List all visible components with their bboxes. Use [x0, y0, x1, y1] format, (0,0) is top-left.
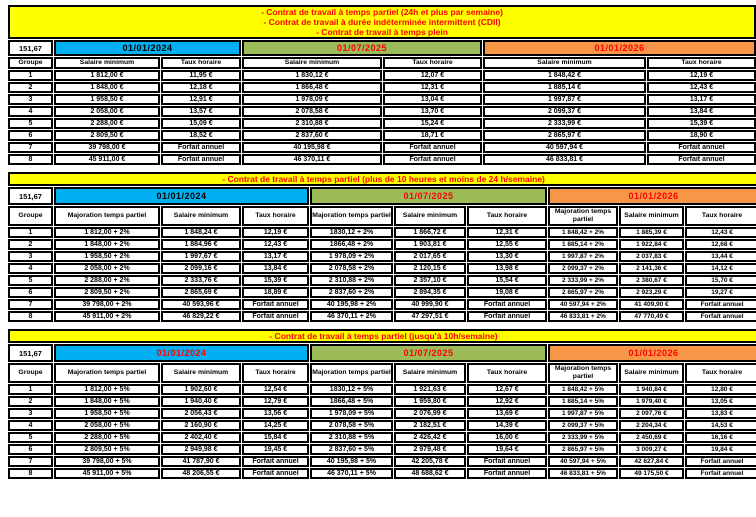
value-cell: Forfait annuel — [467, 299, 547, 310]
value-cell: 12,55 € — [467, 239, 547, 250]
table-contrat-temps-partiel-10-24h — [7, 171, 756, 323]
data-row-groupe-7 — [8, 142, 756, 153]
value-cell: 15,70 € — [685, 275, 756, 286]
column-header: Taux horaire — [467, 206, 547, 226]
group-number-cell: 6 — [8, 287, 53, 298]
value-cell: 14,25 € — [242, 420, 309, 431]
column-header: Majoration temps partiel — [548, 206, 618, 226]
value-cell: 41 409,90 € — [619, 299, 684, 310]
value-cell: 39 798,00 + 5% — [54, 456, 160, 467]
group-number-cell: 2 — [8, 82, 53, 93]
value-cell: 1 885,14 + 2% — [548, 239, 618, 250]
banner-row — [8, 172, 756, 186]
table-title-banner — [8, 172, 756, 186]
value-cell: 19,08 € — [467, 287, 547, 298]
group-number-cell: 4 — [8, 263, 53, 274]
group-number-cell: 4 — [8, 420, 53, 431]
value-cell: Forfait annuel — [467, 311, 547, 322]
value-cell: 40 597,94 + 5% — [548, 456, 618, 467]
value-cell: 2 333,99 + 5% — [548, 432, 618, 443]
group-number-cell: 7 — [8, 142, 53, 153]
value-cell: 2 450,69 € — [619, 432, 684, 443]
data-row-groupe-6 — [8, 444, 756, 455]
group-number-cell: 1 — [8, 227, 53, 238]
value-cell: 13,44 € — [685, 251, 756, 262]
value-cell: 2 402,40 € — [161, 432, 241, 443]
value-cell: Forfait annuel — [685, 311, 756, 322]
value-cell: 1 921,63 € — [394, 384, 466, 395]
value-cell: 2 837,60 + 5% — [310, 444, 393, 455]
value-cell: Forfait annuel — [647, 142, 756, 153]
value-cell: 19,45 € — [242, 444, 309, 455]
value-cell: 2 837,60 € — [242, 130, 382, 141]
value-cell: 1 940,40 € — [161, 396, 241, 407]
value-cell: 2 333,99 + 2% — [548, 275, 618, 286]
value-cell: 2 809,50 € — [54, 130, 160, 141]
value-cell: 15,24 € — [383, 118, 482, 129]
data-row-groupe-5 — [8, 118, 756, 129]
value-cell: 40 593,96 € — [161, 299, 241, 310]
value-cell: 18,90 € — [647, 130, 756, 141]
value-cell: 41 787,90 € — [161, 456, 241, 467]
value-cell: 2 310,88 + 5% — [310, 432, 393, 443]
value-cell: 12,31 € — [383, 82, 482, 93]
value-cell: 1866,48 + 5% — [310, 396, 393, 407]
value-cell: Forfait annuel — [242, 311, 309, 322]
value-cell: 2 182,51 € — [394, 420, 466, 431]
value-cell: 2 078,58 + 5% — [310, 420, 393, 431]
value-cell: 13,05 € — [685, 396, 756, 407]
value-cell: Forfait annuel — [242, 456, 309, 467]
value-cell: 2 099,37 + 2% — [548, 263, 618, 274]
data-row-groupe-4 — [8, 420, 756, 431]
group-number-cell: 1 — [8, 70, 53, 81]
value-cell: 12,19 € — [647, 70, 756, 81]
value-cell: 48 206,55 € — [161, 468, 241, 479]
value-cell: 13,70 € — [383, 106, 482, 117]
value-cell: 12,67 € — [467, 384, 547, 395]
value-cell: 40 195,98 + 2% — [310, 299, 393, 310]
value-cell: 39 798,00 € — [54, 142, 160, 153]
value-cell: 13,98 € — [467, 263, 547, 274]
period-row — [8, 187, 756, 205]
value-cell: 1 958,50 + 2% — [54, 251, 160, 262]
value-cell: 13,17 € — [647, 94, 756, 105]
value-cell: 1 848,42 € — [483, 70, 646, 81]
value-cell: Forfait annuel — [383, 142, 482, 153]
data-row-groupe-6 — [8, 287, 756, 298]
value-cell: 1 978,09 + 5% — [310, 408, 393, 419]
column-header-row — [8, 363, 756, 383]
group-number-cell: 2 — [8, 239, 53, 250]
title-line: - Contrat de travail à temps partiel (24h et plus par semaine) — [261, 7, 503, 17]
title-line: - Contrat de travail à temps partiel (jusqu'à 10h/semaine) — [269, 331, 498, 341]
group-number-cell: 4 — [8, 106, 53, 117]
value-cell: 1 885,39 € — [619, 227, 684, 238]
data-row-groupe-8 — [8, 311, 756, 322]
value-cell: 1 812,00 + 2% — [54, 227, 160, 238]
value-cell: 2 058,00 € — [54, 106, 160, 117]
value-cell: 14,12 € — [685, 263, 756, 274]
column-header: Salaire minimum — [161, 206, 241, 226]
table-contrat-temps-plein — [7, 4, 756, 166]
value-cell: 13,30 € — [467, 251, 547, 262]
value-cell: 1 978,09 + 2% — [310, 251, 393, 262]
value-cell: 1 848,00 € — [54, 82, 160, 93]
value-cell: 2 949,98 € — [161, 444, 241, 455]
value-cell: 2 120,15 € — [394, 263, 466, 274]
value-cell: 15,84 € — [242, 432, 309, 443]
column-header-row — [8, 57, 756, 69]
value-cell: 13,04 € — [383, 94, 482, 105]
value-cell: 1 812,00 € — [54, 70, 160, 81]
group-number-cell: 6 — [8, 444, 53, 455]
value-cell: 19,64 € — [467, 444, 547, 455]
value-cell: 39 798,00 + 2% — [54, 299, 160, 310]
value-cell: 2 078,58 + 2% — [310, 263, 393, 274]
data-row-groupe-3 — [8, 94, 756, 105]
value-cell: 2 865,69 € — [161, 287, 241, 298]
value-cell: 1 997,87 € — [483, 94, 646, 105]
column-header: Taux horaire — [242, 206, 309, 226]
column-header: Taux horaire — [467, 363, 547, 383]
period-2024-header: 01/01/2024 — [54, 187, 309, 205]
value-cell: Forfait annuel — [467, 456, 547, 467]
period-2026-header: 01/01/2026 — [548, 187, 756, 205]
monthly-hours-ref: 151,67 — [8, 344, 53, 362]
value-cell: 2 017,65 € — [394, 251, 466, 262]
value-cell: 1 848,42 + 5% — [548, 384, 618, 395]
value-cell: 2 865,97 + 2% — [548, 287, 618, 298]
value-cell: 12,79 € — [242, 396, 309, 407]
column-header: Taux horaire — [685, 363, 756, 383]
value-cell: 2 333,99 € — [483, 118, 646, 129]
data-row-groupe-2 — [8, 239, 756, 250]
data-row-groupe-4 — [8, 106, 756, 117]
value-cell: 47 770,49 € — [619, 311, 684, 322]
value-cell: 2 288,00 + 5% — [54, 432, 160, 443]
data-row-groupe-8 — [8, 468, 756, 479]
value-cell: 2 979,48 € — [394, 444, 466, 455]
value-cell: 1 958,50 € — [54, 94, 160, 105]
group-number-cell: 3 — [8, 408, 53, 419]
value-cell: 18,89 € — [242, 287, 309, 298]
value-cell: 13,84 € — [647, 106, 756, 117]
period-2025-header: 01/07/2025 — [310, 187, 547, 205]
table-title-banner — [8, 5, 756, 39]
column-header: Salaire minimum — [619, 206, 684, 226]
group-column-header: Groupe — [8, 363, 53, 383]
value-cell: 12,92 € — [467, 396, 547, 407]
table-title-banner — [8, 329, 756, 343]
value-cell: 2 099,16 € — [161, 263, 241, 274]
period-2026-header: 01/01/2026 — [483, 40, 756, 56]
value-cell: 12,91 € — [161, 94, 241, 105]
value-cell: 2 160,90 € — [161, 420, 241, 431]
value-cell: 1 848,42 + 2% — [548, 227, 618, 238]
value-cell: 2 310,88 € — [242, 118, 382, 129]
value-cell: 2 923,29 € — [619, 287, 684, 298]
data-row-groupe-5 — [8, 275, 756, 286]
value-cell: 2 837,60 + 2% — [310, 287, 393, 298]
value-cell: Forfait annuel — [242, 299, 309, 310]
value-cell: 18,71 € — [383, 130, 482, 141]
column-header: Taux horaire — [242, 363, 309, 383]
value-cell: 13,83 € — [685, 408, 756, 419]
data-row-groupe-1 — [8, 70, 756, 81]
column-header: Salaire minimum — [394, 206, 466, 226]
value-cell: 13,84 € — [242, 263, 309, 274]
column-header: Majoration temps partiel — [54, 363, 160, 383]
value-cell: 40 597,94 € — [483, 142, 646, 153]
data-row-groupe-6 — [8, 130, 756, 141]
value-cell: Forfait annuel — [685, 299, 756, 310]
value-cell: 2 058,00 + 2% — [54, 263, 160, 274]
column-header: Salaire minimum — [619, 363, 684, 383]
title-line: - Contrat de travail à durée indéterminée intermittent (CDII) — [263, 17, 501, 27]
column-header-row — [8, 206, 756, 226]
group-number-cell: 8 — [8, 154, 53, 165]
value-cell: 19,84 € — [685, 444, 756, 455]
value-cell: 2 076,99 € — [394, 408, 466, 419]
column-header: Salaire minimum — [54, 57, 160, 69]
banner-row — [8, 5, 756, 39]
value-cell: 1 885,14 + 5% — [548, 396, 618, 407]
value-cell: 1 997,87 + 5% — [548, 408, 618, 419]
value-cell: 12,68 € — [685, 239, 756, 250]
value-cell: 12,19 € — [242, 227, 309, 238]
data-row-groupe-2 — [8, 82, 756, 93]
value-cell: 49 175,50 € — [619, 468, 684, 479]
value-cell: 15,39 € — [242, 275, 309, 286]
group-number-cell: 5 — [8, 118, 53, 129]
value-cell: 1 885,14 € — [483, 82, 646, 93]
group-number-cell: 3 — [8, 251, 53, 262]
period-2024-header: 01/01/2024 — [54, 344, 309, 362]
value-cell: 12,43 € — [685, 227, 756, 238]
period-2026-header: 01/01/2026 — [548, 344, 756, 362]
table-contrat-temps-partiel-10h — [7, 328, 756, 480]
value-cell: 2 058,00 + 5% — [54, 420, 160, 431]
value-cell: 1 884,96 € — [161, 239, 241, 250]
data-row-groupe-8 — [8, 154, 756, 165]
column-header: Taux horaire — [685, 206, 756, 226]
value-cell: 15,54 € — [467, 275, 547, 286]
group-number-cell: 8 — [8, 468, 53, 479]
group-number-cell: 7 — [8, 299, 53, 310]
value-cell: 1 848,00 + 2% — [54, 239, 160, 250]
value-cell: 1866,48 + 2% — [310, 239, 393, 250]
value-cell: 40 195,98 € — [242, 142, 382, 153]
value-cell: 2 099,37 + 5% — [548, 420, 618, 431]
value-cell: 42 627,84 € — [619, 456, 684, 467]
value-cell: 12,31 € — [467, 227, 547, 238]
value-cell: 2 078,58 € — [242, 106, 382, 117]
value-cell: 2 099,37 € — [483, 106, 646, 117]
value-cell: 2 097,76 € — [619, 408, 684, 419]
value-cell: 3 009,27 € — [619, 444, 684, 455]
monthly-hours-ref: 151,67 — [8, 187, 53, 205]
value-cell: 1 848,24 € — [161, 227, 241, 238]
value-cell: Forfait annuel — [242, 468, 309, 479]
column-header: Salaire minimum — [394, 363, 466, 383]
column-header: Taux horaire — [647, 57, 756, 69]
value-cell: 2 288,00 + 2% — [54, 275, 160, 286]
value-cell: 14,53 € — [685, 420, 756, 431]
monthly-hours-ref: 151,67 — [8, 40, 53, 56]
value-cell: 18,52 € — [161, 130, 241, 141]
column-header: Taux horaire — [161, 57, 241, 69]
value-cell: 14,39 € — [467, 420, 547, 431]
value-cell: 1 866,72 € — [394, 227, 466, 238]
value-cell: 13,56 € — [242, 408, 309, 419]
value-cell: 13,17 € — [242, 251, 309, 262]
value-cell: 40 999,90 € — [394, 299, 466, 310]
value-cell: 1830,12 + 5% — [310, 384, 393, 395]
column-header: Majoration temps partiel — [310, 363, 393, 383]
group-number-cell: 5 — [8, 275, 53, 286]
data-row-groupe-4 — [8, 263, 756, 274]
value-cell: 1 830,12 € — [242, 70, 382, 81]
value-cell: 1 812,00 + 5% — [54, 384, 160, 395]
value-cell: 1 997,67 € — [161, 251, 241, 262]
value-cell: 13,69 € — [467, 408, 547, 419]
value-cell: 11,95 € — [161, 70, 241, 81]
value-cell: Forfait annuel — [685, 468, 756, 479]
group-number-cell: 2 — [8, 396, 53, 407]
period-2025-header: 01/07/2025 — [242, 40, 482, 56]
value-cell: 2 141,36 € — [619, 263, 684, 274]
value-cell: 1 940,84 € — [619, 384, 684, 395]
value-cell: 1 978,09 € — [242, 94, 382, 105]
data-row-groupe-3 — [8, 408, 756, 419]
group-number-cell: 3 — [8, 94, 53, 105]
value-cell: 2 894,35 € — [394, 287, 466, 298]
value-cell: 1 866,48 € — [242, 82, 382, 93]
period-2024-header: 01/01/2024 — [54, 40, 241, 56]
value-cell: 15,09 € — [161, 118, 241, 129]
data-row-groupe-1 — [8, 227, 756, 238]
value-cell: 12,18 € — [161, 82, 241, 93]
value-cell: 42 205,78 € — [394, 456, 466, 467]
value-cell: 46 833,81 + 5% — [548, 468, 618, 479]
value-cell: 15,39 € — [647, 118, 756, 129]
data-row-groupe-7 — [8, 456, 756, 467]
group-number-cell: 8 — [8, 311, 53, 322]
data-row-groupe-5 — [8, 432, 756, 443]
value-cell: 12,07 € — [383, 70, 482, 81]
value-cell: 1 902,60 € — [161, 384, 241, 395]
value-cell: 2 310,88 + 2% — [310, 275, 393, 286]
group-column-header: Groupe — [8, 206, 53, 226]
value-cell: 1 903,81 € — [394, 239, 466, 250]
value-cell: Forfait annuel — [383, 154, 482, 165]
value-cell: 1 958,50 + 5% — [54, 408, 160, 419]
value-cell: 2 809,50 + 5% — [54, 444, 160, 455]
value-cell: 2 333,76 € — [161, 275, 241, 286]
value-cell: 2 037,83 € — [619, 251, 684, 262]
value-cell: 2 204,34 € — [619, 420, 684, 431]
value-cell: 2 426,42 € — [394, 432, 466, 443]
value-cell: 1 922,84 € — [619, 239, 684, 250]
value-cell: 19,27 € — [685, 287, 756, 298]
banner-row — [8, 329, 756, 343]
value-cell: 46 370,11 + 2% — [310, 311, 393, 322]
value-cell: 2 288,00 € — [54, 118, 160, 129]
value-cell: 12,43 € — [242, 239, 309, 250]
value-cell: 1830,12 + 2% — [310, 227, 393, 238]
value-cell: 46 833,81 € — [483, 154, 646, 165]
value-cell: 16,16 € — [685, 432, 756, 443]
value-cell: 13,57 € — [161, 106, 241, 117]
value-cell: 40 195,98 + 5% — [310, 456, 393, 467]
value-cell: Forfait annuel — [161, 142, 241, 153]
value-cell: 1 997,87 + 2% — [548, 251, 618, 262]
group-number-cell: 7 — [8, 456, 53, 467]
value-cell: 2 809,50 + 2% — [54, 287, 160, 298]
value-cell: 2 357,10 € — [394, 275, 466, 286]
group-column-header: Groupe — [8, 57, 53, 69]
period-row — [8, 344, 756, 362]
data-row-groupe-1 — [8, 384, 756, 395]
column-header: Salaire minimum — [161, 363, 241, 383]
column-header: Salaire minimum — [483, 57, 646, 69]
value-cell: 46 370,11 + 5% — [310, 468, 393, 479]
value-cell: 12,54 € — [242, 384, 309, 395]
value-cell: Forfait annuel — [685, 456, 756, 467]
title-line: - Contrat de travail à temps plein — [316, 27, 448, 37]
group-number-cell: 6 — [8, 130, 53, 141]
data-row-groupe-3 — [8, 251, 756, 262]
value-cell: Forfait annuel — [161, 154, 241, 165]
column-header: Salaire minimum — [242, 57, 382, 69]
column-header: Majoration temps partiel — [54, 206, 160, 226]
value-cell: 45 911,00 + 5% — [54, 468, 160, 479]
value-cell: 48 688,62 € — [394, 468, 466, 479]
value-cell: 12,80 € — [685, 384, 756, 395]
value-cell: 45 911,00 + 2% — [54, 311, 160, 322]
column-header: Taux horaire — [383, 57, 482, 69]
data-row-groupe-2 — [8, 396, 756, 407]
column-header: Majoration temps partiel — [310, 206, 393, 226]
value-cell: Forfait annuel — [647, 154, 756, 165]
value-cell: 1 979,40 € — [619, 396, 684, 407]
value-cell: 1 959,80 € — [394, 396, 466, 407]
value-cell: 1 848,00 + 5% — [54, 396, 160, 407]
value-cell: 40 597,94 + 2% — [548, 299, 618, 310]
data-row-groupe-7 — [8, 299, 756, 310]
value-cell: 2 056,43 € — [161, 408, 241, 419]
value-cell: 45 911,00 € — [54, 154, 160, 165]
group-number-cell: 1 — [8, 384, 53, 395]
group-number-cell: 5 — [8, 432, 53, 443]
value-cell: 46 370,11 € — [242, 154, 382, 165]
value-cell: 2 865,97 + 5% — [548, 444, 618, 455]
period-row — [8, 40, 756, 56]
value-cell: 12,43 € — [647, 82, 756, 93]
value-cell: 46 833,81 + 2% — [548, 311, 618, 322]
value-cell: 16,00 € — [467, 432, 547, 443]
value-cell: 47 297,51 € — [394, 311, 466, 322]
period-2025-header: 01/07/2025 — [310, 344, 547, 362]
title-line: - Contrat de travail à temps partiel (plus de 10 heures et moins de 24 h/semaine) — [222, 174, 545, 184]
value-cell: Forfait annuel — [467, 468, 547, 479]
value-cell: 2 865,97 € — [483, 130, 646, 141]
value-cell: 46 829,22 € — [161, 311, 241, 322]
column-header: Majoration temps partiel — [548, 363, 618, 383]
value-cell: 2 380,67 € — [619, 275, 684, 286]
